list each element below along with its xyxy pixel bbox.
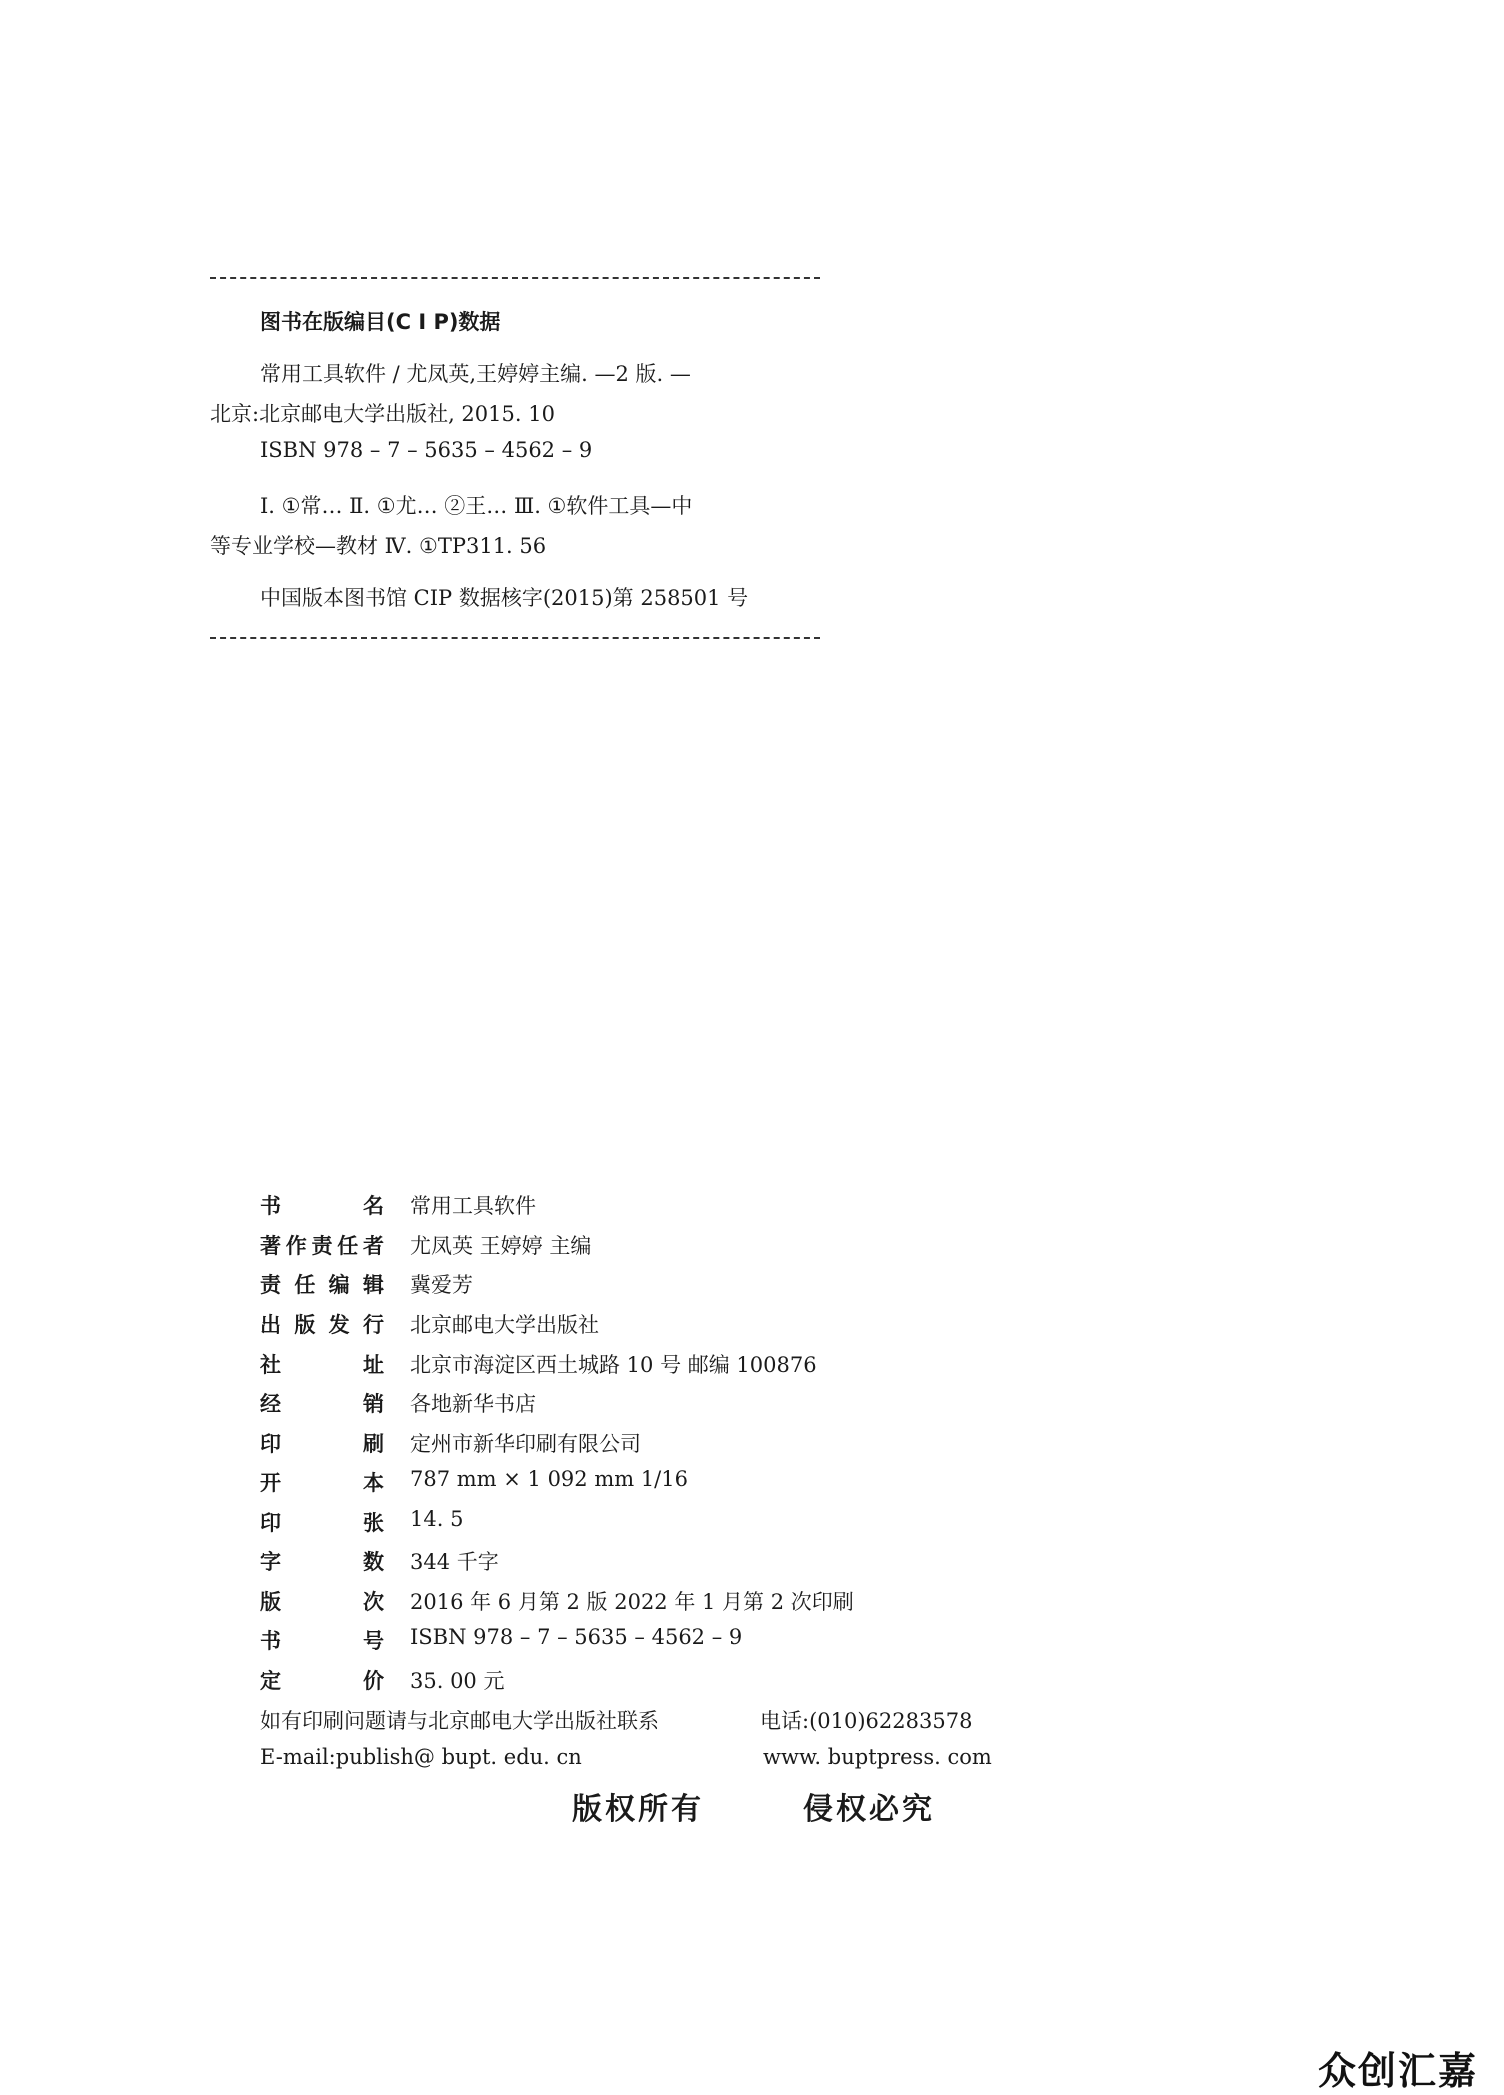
info-value-printer: 定州市新华印刷有限公司 <box>410 1432 641 1456</box>
info-label-editor: 责任编辑 <box>260 1273 384 1297</box>
info-label-address: 社址 <box>260 1353 384 1377</box>
info-value-format: 787 mm × 1 092 mm 1/16 <box>410 1467 688 1491</box>
contact-email: E-mail:publish@ bupt. edu. cn <box>260 1745 582 1769</box>
info-label-printer: 印刷 <box>260 1432 384 1456</box>
info-value-title: 常用工具软件 <box>410 1194 536 1218</box>
cip-line-3: ISBN 978 – 7 – 5635 – 4562 – 9 <box>260 438 593 462</box>
info-value-address: 北京市海淀区西土城路 10 号 邮编 100876 <box>410 1353 817 1377</box>
info-label-author: 著作责任者 <box>260 1234 384 1258</box>
copyright-left: 版权所有 <box>572 1792 704 1827</box>
info-label-format: 开本 <box>260 1471 384 1495</box>
info-value-edition: 2016 年 6 月第 2 版 2022 年 1 月第 2 次印刷 <box>410 1590 854 1614</box>
info-value-price: 35. 00 元 <box>410 1669 505 1693</box>
info-value-distributor: 各地新华书店 <box>410 1392 536 1416</box>
info-label-distributor: 经销 <box>260 1392 384 1416</box>
cip-bottom-divider <box>210 637 820 639</box>
info-label-edition: 版次 <box>260 1590 384 1614</box>
info-value-wordcount: 344 千字 <box>410 1550 499 1574</box>
info-value-isbn: ISBN 978 – 7 – 5635 – 4562 – 9 <box>410 1625 743 1649</box>
info-label-sheets: 印张 <box>260 1511 384 1535</box>
info-value-publisher: 北京邮电大学出版社 <box>410 1313 599 1337</box>
info-label-publisher: 出版发行 <box>260 1313 384 1337</box>
info-label-wordcount: 字数 <box>260 1550 384 1574</box>
cip-top-divider <box>210 277 820 279</box>
watermark-brand: 众创汇嘉 <box>1318 2049 1479 2093</box>
cip-line-2: 北京:北京邮电大学出版社, 2015. 10 <box>210 402 555 426</box>
info-value-editor: 冀爱芳 <box>410 1273 473 1297</box>
contact-website: www. buptpress. com <box>763 1745 992 1769</box>
contact-notice: 如有印刷问题请与北京邮电大学出版社联系 <box>260 1709 659 1733</box>
cip-line-4: Ⅰ. ①常… Ⅱ. ①尤… ②王… Ⅲ. ①软件工具—中 <box>260 494 693 518</box>
cip-line-5: 等专业学校—教材 Ⅳ. ①TP311. 56 <box>210 534 547 558</box>
copyright-right: 侵权必究 <box>803 1792 935 1827</box>
info-label-title: 书名 <box>260 1194 384 1218</box>
info-label-isbn: 书号 <box>260 1629 384 1653</box>
cip-line-6: 中国版本图书馆 CIP 数据核字(2015)第 258501 号 <box>260 586 749 610</box>
cip-line-1: 常用工具软件 / 尤凤英,王婷婷主编. —2 版. — <box>260 362 691 386</box>
contact-phone: 电话:(010)62283578 <box>760 1709 973 1733</box>
info-label-price: 定价 <box>260 1669 384 1693</box>
info-value-author: 尤凤英 王婷婷 主编 <box>410 1234 592 1258</box>
info-value-sheets: 14. 5 <box>410 1507 464 1531</box>
cip-heading: 图书在版编目(C I P)数据 <box>260 310 501 334</box>
